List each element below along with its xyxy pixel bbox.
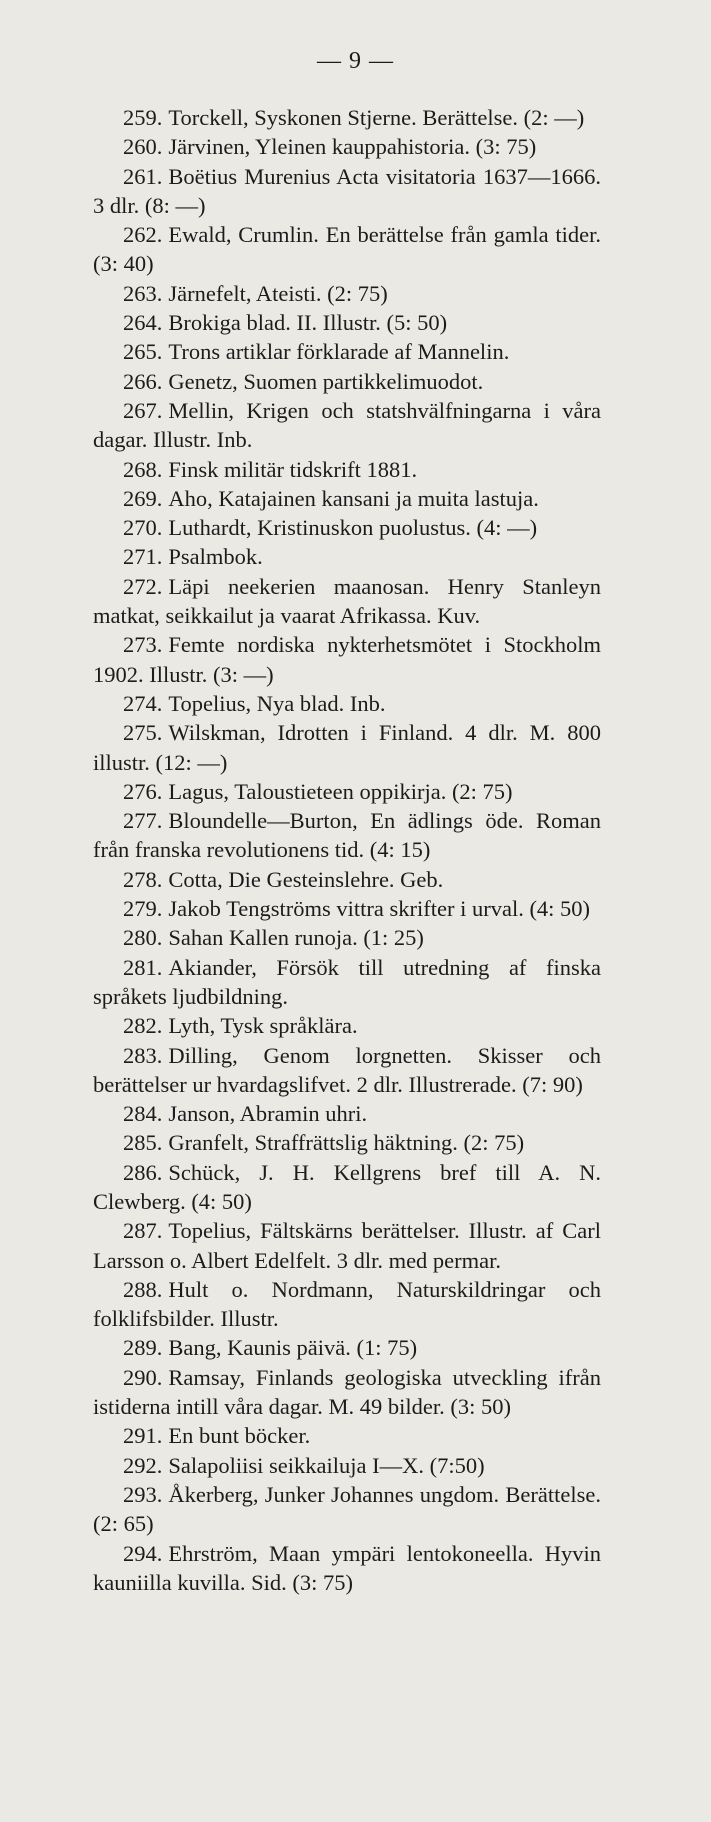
catalog-entry (93, 572, 601, 631)
entry-number: 278. (123, 866, 163, 892)
entry-number: 284. (123, 1101, 163, 1127)
catalog-entry (93, 279, 601, 308)
catalog-entry (93, 777, 601, 806)
catalog-entry (93, 689, 601, 718)
entry-number: 259. (123, 105, 163, 130)
catalog-entry (93, 1539, 601, 1598)
entry-text: Ehrström, Maan ympäri lentokoneella. Hyvin kauniilla kuvilla. Sid. (3: 75) (93, 1540, 601, 1595)
entry-number: 269. (123, 485, 163, 511)
entry-number: 260. (123, 134, 163, 160)
entry-number: 280. (123, 925, 163, 951)
entry-number: 290. (123, 1364, 163, 1390)
catalog-entry (93, 1480, 601, 1539)
catalog-entry (93, 455, 601, 484)
catalog-entry (93, 923, 601, 952)
catalog-entry (93, 484, 601, 513)
entry-number: 270. (123, 515, 163, 541)
entry-text: Aho, Katajainen kansani ja muita lastuja. (168, 485, 539, 511)
entry-text: Bang, Kaunis päivä. (1: 75) (168, 1335, 418, 1361)
catalog-entry (93, 396, 601, 455)
entry-text: Psalmbok. (168, 544, 263, 570)
catalog-entry (93, 1333, 601, 1362)
entry-text: Brokiga blad. II. Illustr. (5: 50) (168, 310, 448, 336)
catalog-entry (93, 513, 601, 542)
entry-text: Salapoliisi seikkailuja I—X. (7:50) (168, 1452, 485, 1478)
entry-number: 289. (123, 1335, 163, 1361)
catalog-entry (93, 1363, 601, 1422)
entry-number: 293. (123, 1481, 163, 1507)
entry-text: Cotta, Die Gesteinslehre. Geb. (168, 866, 444, 892)
catalog-entry (93, 630, 601, 689)
catalog-entry-list (93, 103, 601, 1597)
entry-number: 267. (123, 397, 163, 423)
entry-text: Lagus, Taloustieteen oppikirja. (2: 75) (168, 778, 513, 804)
entry-number: 266. (123, 368, 163, 394)
entry-number: 263. (123, 280, 163, 306)
entry-text: Mellin, Krigen och statshvälfningarna i våra dagar. Illustr. Inb. (93, 397, 601, 453)
entry-number: 272. (123, 573, 163, 599)
catalog-entry (93, 103, 601, 132)
entry-number: 287. (123, 1218, 163, 1244)
entry-number: 288. (123, 1276, 163, 1302)
entry-text: Ewald, Crumlin. En berättelse från gamla tider. (3: 40) (93, 222, 601, 277)
entry-text: Genetz, Suomen partikkelimuodot. (168, 368, 484, 394)
entry-text: Ramsay, Finlands geologiska utveckling ifrån istiderna intill våra dagar. M. 49 bilder. (3: 50) (93, 1364, 601, 1420)
entry-text: Topelius, Nya blad. Inb. (168, 690, 386, 716)
catalog-entry (93, 367, 601, 396)
catalog-entry (93, 1216, 601, 1275)
entry-text: Sahan Kallen runoja. (1: 25) (168, 925, 424, 951)
entry-text: Järnefelt, Ateisti. (2: 75) (168, 280, 388, 306)
entry-text: Topelius, Fältskärns berättelser. Illustr. af Carl Larsson o. Albert Edelfelt. 3 dlr. med permar. (93, 1218, 601, 1273)
entry-text: Bloundelle—Burton, En ädlings öde. Roman från franska revolutionens tid. (4: 15) (93, 808, 601, 863)
entry-number: 292. (123, 1452, 163, 1478)
entry-text: En bunt böcker. (168, 1423, 311, 1449)
entry-number: 279. (123, 896, 163, 922)
catalog-entry (93, 1011, 601, 1040)
entry-text: Jakob Tengströms vittra skrifter i urval. (4: 50) (168, 896, 591, 922)
page-number: — 9 — (317, 48, 394, 74)
entry-text: Akiander, Försök till utredning af finska språkets ljudbildning. (93, 954, 601, 1009)
entry-text: Trons artiklar förklarade af Mannelin. (168, 339, 510, 365)
catalog-entry (93, 1099, 601, 1128)
entry-number: 268. (123, 456, 163, 482)
entry-number: 277. (123, 808, 163, 834)
catalog-entry (93, 718, 601, 777)
entry-text: Janson, Abramin uhri. (168, 1101, 368, 1127)
entry-number: 281. (123, 954, 163, 980)
entry-text: Torckell, Syskonen Stjerne. Berättelse. (2: —) (168, 105, 585, 130)
entry-number: 294. (123, 1540, 163, 1566)
entry-number: 276. (123, 778, 163, 804)
catalog-entry (93, 865, 601, 894)
entry-number: 286. (123, 1159, 163, 1185)
entry-text: Schück, J. H. Kellgrens bref till A. N. Clewberg. (4: 50) (93, 1159, 601, 1214)
entry-number: 264. (123, 310, 163, 336)
entry-number: 275. (123, 720, 163, 746)
entry-number: 265. (123, 339, 163, 365)
entry-text: Åkerberg, Junker Johannes ungdom. Berättelse. (2: 65) (93, 1481, 601, 1537)
entry-number: 271. (123, 544, 163, 570)
entry-text: Granfelt, Straffrättslig häktning. (2: 75) (168, 1130, 525, 1156)
entry-text: Dilling, Genom lorgnetten. Skisser och berättelser ur hvardagslifvet. 2 dlr. Illustrerade. (7: 90) (93, 1042, 601, 1097)
entry-number: 262. (123, 222, 163, 248)
catalog-entry (93, 894, 601, 923)
entry-number: 261. (123, 163, 163, 189)
entry-text: Lyth, Tysk språklära. (168, 1013, 358, 1039)
entry-text: Wilskman, Idrotten i Finland. 4 dlr. M. 800 illustr. (12: —) (93, 720, 601, 775)
catalog-entry (93, 953, 601, 1012)
entry-text: Luthardt, Kristinuskon puolustus. (4: —) (168, 515, 538, 541)
catalog-entry (93, 806, 601, 865)
entry-text: Läpi neekerien maanosan. Henry Stanleyn matkat, seikkailut ja vaarat Afrikassa. Kuv. (93, 573, 601, 629)
catalog-entry (93, 1421, 601, 1450)
catalog-entry (93, 308, 601, 337)
catalog-entry (93, 220, 601, 279)
entry-text: Boëtius Murenius Acta visitatoria 1637—1666. 3 dlr. (8: —) (93, 163, 601, 218)
entry-text: Järvinen, Yleinen kauppahistoria. (3: 75) (168, 134, 537, 160)
entry-number: 273. (123, 632, 163, 658)
entry-text: Finsk militär tidskrift 1881. (168, 456, 418, 482)
catalog-entry (93, 1158, 601, 1217)
catalog-entry (93, 542, 601, 571)
entry-number: 274. (123, 690, 163, 716)
entry-number: 285. (123, 1130, 163, 1156)
entry-number: 283. (123, 1042, 163, 1068)
catalog-entry (93, 1041, 601, 1100)
catalog-entry (93, 162, 601, 221)
entry-number: 291. (123, 1423, 163, 1449)
catalog-entry (93, 132, 601, 161)
catalog-entry (93, 1451, 601, 1480)
entry-text: Hult o. Nordmann, Naturskildringar och folklifsbilder. Illustr. (93, 1276, 601, 1332)
catalog-entry (93, 1275, 601, 1334)
catalog-entry (93, 1128, 601, 1157)
entry-text: Femte nordiska nykterhetsmötet i Stockholm 1902. Illustr. (3: —) (93, 632, 601, 687)
catalog-entry (93, 337, 601, 366)
entry-number: 282. (123, 1013, 163, 1039)
